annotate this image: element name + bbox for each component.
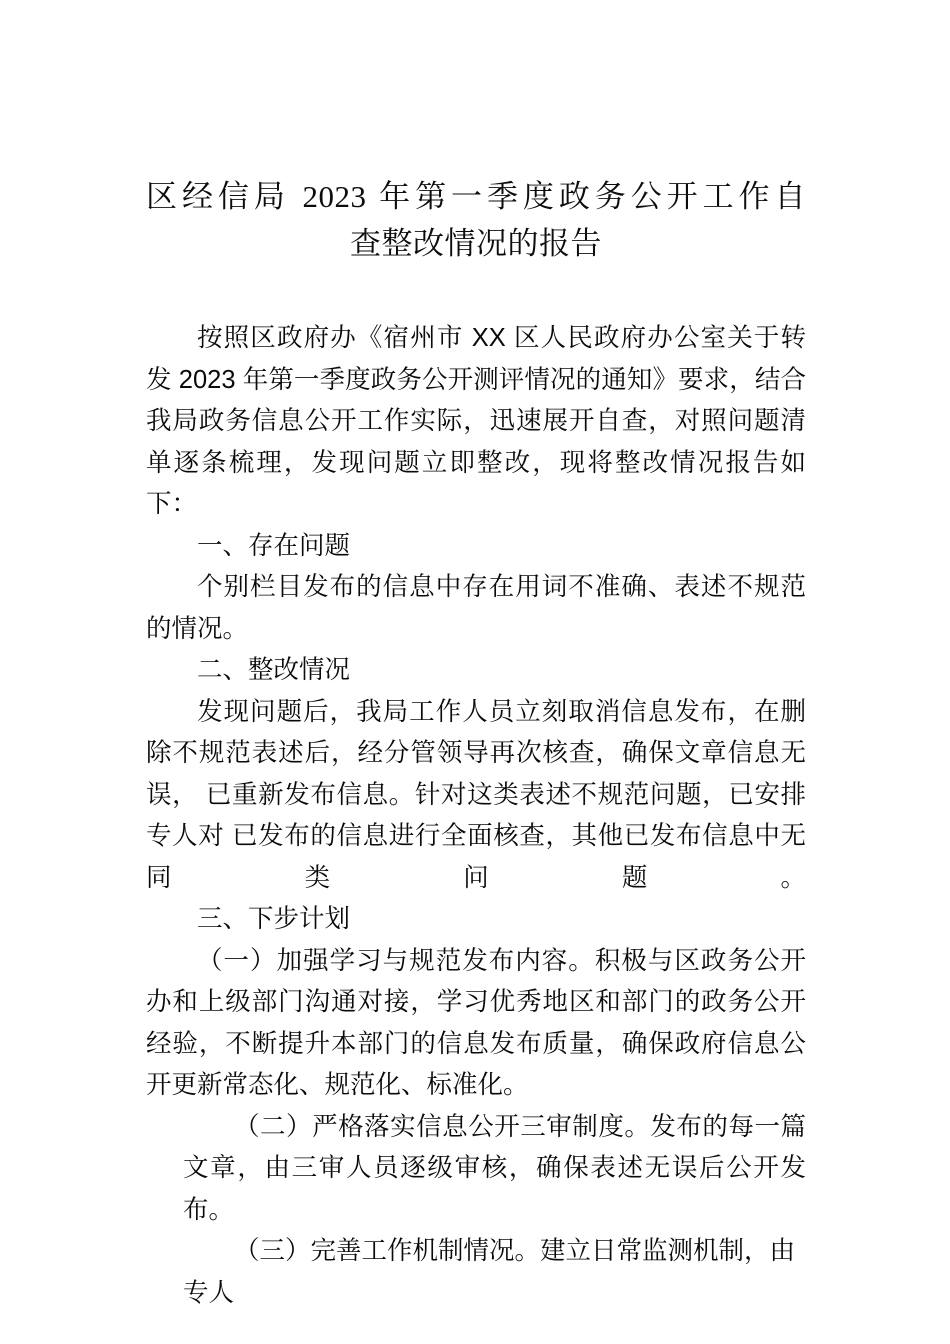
- section-3-subitems: [183, 1107, 806, 1315]
- section-body-1: 个别栏目发布的信息中存在用词不准确、表述不规范的情况。: [146, 573, 806, 643]
- section-heading-3: 三、下步计划: [197, 905, 351, 933]
- section-heading-2: 二、整改情况: [197, 656, 351, 684]
- section-3-item-2: （二）严格落实信息公开三审制度。发布的每一篇文章，由三审人员逐级审核，确保表述无误后公开发布。: [183, 1112, 806, 1224]
- document-title: [146, 173, 806, 267]
- document-title-line-2: 查整改情况的报告: [350, 225, 602, 261]
- section-body-2: 发现问题后，我局工作人员立刻取消信息发布，在删除不规范表述后，经分管领导再次核查，确保文章信息无误， 已重新发布信息。针对这类表述不规范问题，已安排专人对 已发布的信息进行全面核查，其他已发布信息中无同类问题。: [146, 697, 806, 892]
- document-body: [146, 318, 806, 1314]
- intro-paragraph: 按照区政府办《宿州市 XX 区人民政府办公室关于转发 2023 年第一季度政务公开测评情况的通知》要求，结合我局政务信息公开工作实际，迅速展开自查，对照问题清单逐条梳理，发现问题立即整改，现将整改情况报告如下：: [146, 324, 806, 518]
- section-heading-1: 一、存在问题: [197, 531, 351, 560]
- section-3-item-3: （三）完善工作机制情况。建立日常监测机制，由专人: [183, 1237, 796, 1307]
- document-title-line-1: 区经信局 2023 年第一季度政务公开工作自: [146, 178, 806, 214]
- section-3-item-1: （一）加强学习与规范发布内容。积极与区政务公开办和上级部门沟通对接，学习优秀地区和部门的政务公开经验，不断提升本部门的信息发布质量，确保政府信息公开更新常态化、规范化、标准化。: [146, 946, 806, 1099]
